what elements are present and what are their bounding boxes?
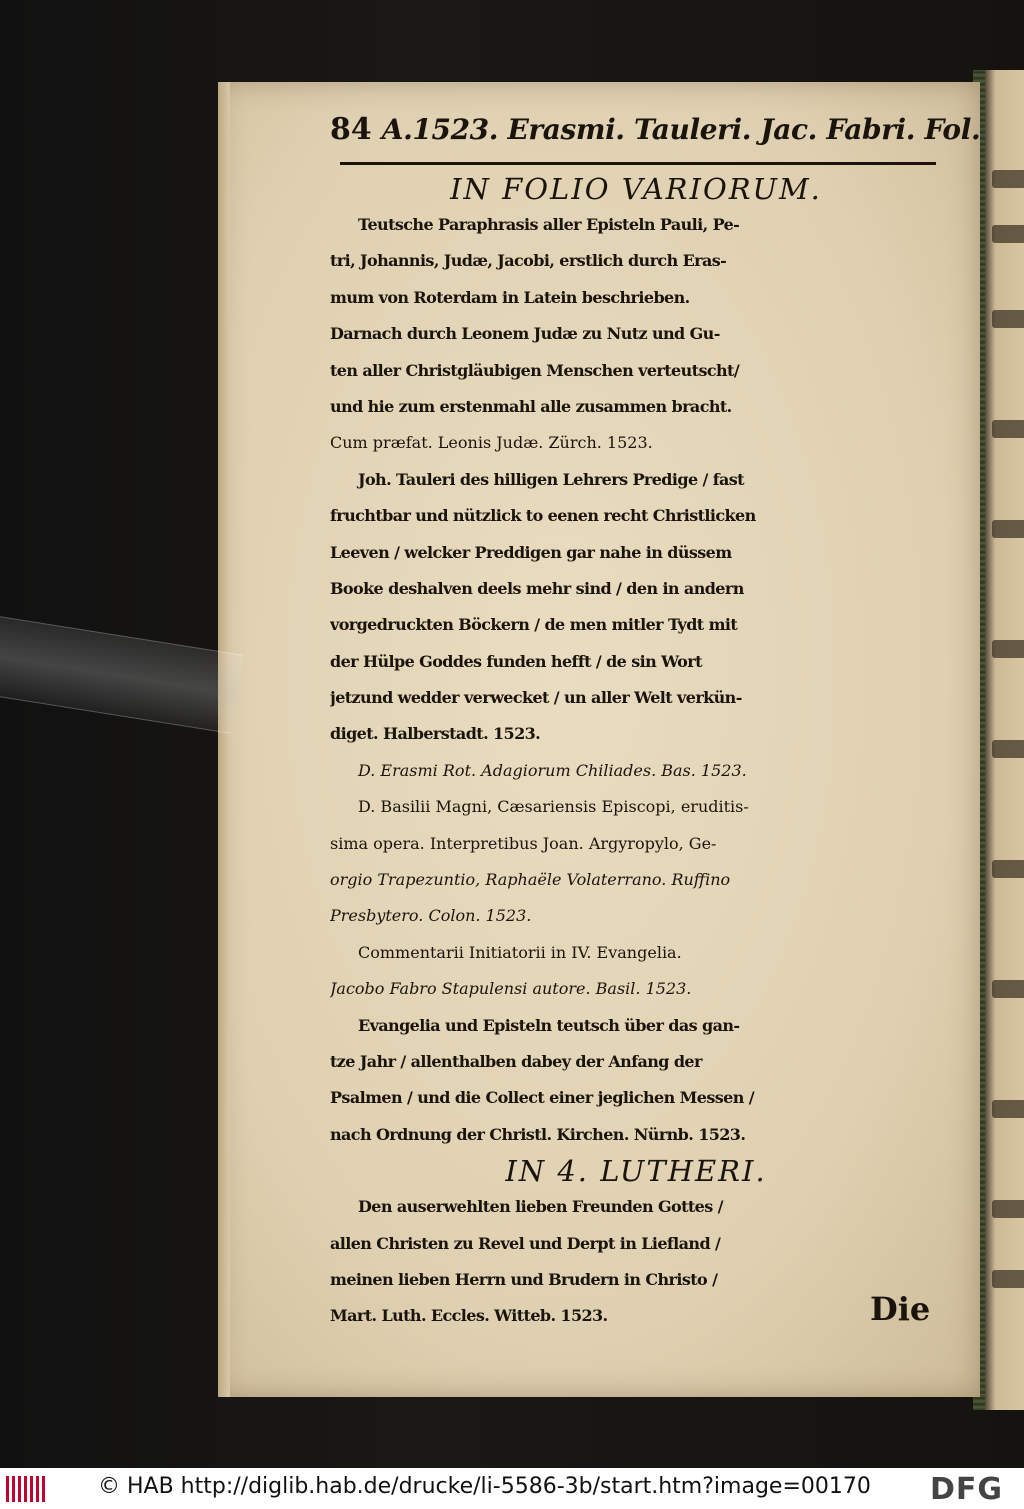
text-line: Commentarii Initiatorii in IV. Evangelia. <box>358 942 682 962</box>
adjacent-page-text <box>992 860 1024 878</box>
adjacent-page-text <box>992 310 1024 328</box>
catchword: Die <box>870 1290 931 1328</box>
text-line: vorgedruckten Böckern / de men mitler Tydt mit <box>330 615 738 635</box>
text-line: fruchtbar und nützlick to eenen recht Christlicken <box>330 506 756 526</box>
adjacent-page-text <box>992 740 1024 758</box>
text-line: Evangelia und Episteln teutsch über das gan- <box>358 1015 740 1035</box>
text-line: Mart. Luth. Eccles. Witteb. 1523. <box>330 1306 608 1326</box>
text-line: D. Basilii Magni, Cæsariensis Episcopi, eruditis- <box>358 797 749 817</box>
adjacent-page-text <box>992 420 1024 438</box>
text-line: Psalmen / und die Collect einer jeglichen Messen / <box>330 1088 754 1108</box>
text-line: jetzund wedder verwecket / un aller Welt verkün- <box>330 688 742 708</box>
hab-logo-icon <box>6 1476 46 1502</box>
text-line: Joh. Tauleri des hilligen Lehrers Predige / fast <box>358 469 744 489</box>
page-number: 84 <box>330 112 372 147</box>
text-line: meinen lieben Herrn und Brudern in Christo / <box>330 1269 718 1289</box>
entry-commentarii <box>330 935 942 1008</box>
entry-evangelia <box>330 1008 942 1154</box>
text-line: der Hülpe Goddes funden hefft / de sin Wort <box>330 651 702 671</box>
dfg-logo: DFG <box>930 1472 1004 1507</box>
entry-luther <box>330 1189 942 1335</box>
section-heading: IN 4. LUTHERI. <box>505 1154 767 1189</box>
adjacent-page-text <box>992 170 1024 188</box>
text-line: sima opera. Interpretibus Joan. Argyropylo, Ge- <box>330 833 717 853</box>
adjacent-page-text <box>992 1200 1024 1218</box>
running-header <box>330 112 981 160</box>
entry-basilii <box>330 789 942 935</box>
text-line: mum von Roterdam in Latein beschrieben. <box>330 287 690 307</box>
text-line: Darnach durch Leonem Judæ zu Nutz und Gu- <box>330 324 720 344</box>
text-line: nach Ordnung der Christl. Kirchen. Nürnb. 1523. <box>330 1124 746 1144</box>
text-line: orgio Trapezuntio, Raphaële Volaterrano. Ruffino <box>330 870 731 890</box>
section-heading: IN FOLIO VARIORUM. <box>450 172 822 206</box>
entry-tauleri <box>330 462 942 753</box>
page-text <box>330 112 981 1335</box>
running-title: A.1523. Erasmi. Tauleri. Jac. Fabri. Fol. <box>381 113 981 146</box>
text-line: Teutsche Paraphrasis aller Episteln Pauli, Pe- <box>358 215 740 234</box>
text-line: tri, Johannis, Judæ, Jacobi, erstlich durch Eras- <box>330 251 727 271</box>
text-line: Den auserwehlten lieben Freunden Gottes / <box>358 1197 723 1217</box>
text-line: allen Christen zu Revel und Derpt in Liefland / <box>330 1233 721 1253</box>
text-line: D. Erasmi Rot. Adagiorum Chiliades. Bas. 1523. <box>358 760 747 780</box>
adjacent-page-text <box>992 1270 1024 1288</box>
header-rule <box>340 162 936 165</box>
text-line: Presbytero. Colon. 1523. <box>330 906 532 926</box>
entry-erasmi-adagiorum <box>330 753 942 789</box>
text-line: Cum præfat. Leonis Judæ. Zürch. 1523. <box>330 433 653 453</box>
footer-bar <box>0 1468 1024 1509</box>
text-line: tze Jahr / allenthalben dabey der Anfang der <box>330 1051 702 1071</box>
adjacent-page-text <box>992 225 1024 243</box>
adjacent-page-text <box>992 520 1024 538</box>
copyright-link[interactable]: © HAB http://diglib.hab.de/drucke/li-5586-3b/start.htm?image=00170 <box>98 1474 871 1499</box>
text-line: Booke deshalven deels mehr sind / den in andern <box>330 578 744 598</box>
adjacent-page-text <box>992 640 1024 658</box>
entry-teutsche-paraphrasis <box>330 207 942 462</box>
adjacent-page-text <box>992 980 1024 998</box>
text-line: Jacobo Fabro Stapulensi autore. Basil. 1523. <box>330 979 692 999</box>
adjacent-page-text <box>992 1100 1024 1118</box>
text-line: ten aller Christgläubigen Menschen verteutscht/ <box>330 360 740 380</box>
text-line: diget. Halberstadt. 1523. <box>330 724 541 744</box>
page-gutter <box>218 82 230 1397</box>
text-line: und hie zum erstenmahl alle zusammen bracht. <box>330 396 732 416</box>
text-line: Leeven / welcker Preddigen gar nahe in düssem <box>330 542 732 562</box>
